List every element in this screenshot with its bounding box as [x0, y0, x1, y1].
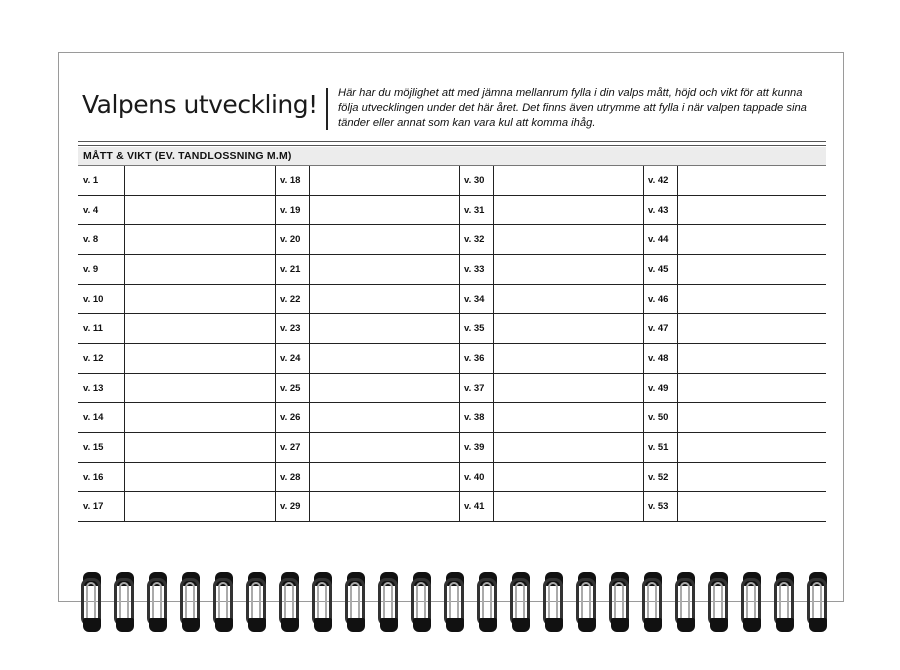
entry-field[interactable] [493, 196, 643, 225]
week-label: v. 51 [648, 442, 669, 453]
spiral-coil-icon [113, 572, 137, 632]
spiral-coil-icon [476, 572, 500, 632]
week-label: v. 41 [464, 501, 485, 513]
week-label: v. 49 [648, 382, 669, 394]
entry-field[interactable] [125, 374, 275, 403]
entry-field[interactable] [493, 433, 643, 462]
week-label: v. 29 [280, 501, 301, 513]
title-divider [326, 88, 328, 130]
table-row [78, 285, 826, 315]
spiral-coil-icon [608, 572, 632, 632]
week-label: v. 22 [280, 293, 301, 305]
entry-field[interactable] [677, 314, 826, 343]
column-divider [309, 166, 310, 522]
week-label: v. 33 [464, 264, 485, 275]
entry-field[interactable] [677, 433, 826, 462]
entry-field[interactable] [125, 166, 275, 195]
spiral-coil-icon [344, 572, 368, 632]
table-row [78, 314, 826, 344]
spiral-coil-icon [311, 572, 335, 632]
table-row [78, 255, 826, 285]
spiral-coil-icon [179, 572, 203, 632]
week-label: v. 14 [83, 412, 104, 424]
spiral-coil-icon [542, 572, 566, 632]
column-divider [493, 166, 494, 522]
entry-field[interactable] [309, 403, 459, 432]
week-label: v. 30 [464, 175, 485, 186]
week-label: v. 16 [83, 471, 104, 483]
entry-field[interactable] [125, 403, 275, 432]
week-label: v. 36 [464, 353, 485, 364]
entry-field[interactable] [493, 255, 643, 284]
entry-field[interactable] [309, 433, 459, 462]
table-row [78, 403, 826, 433]
entry-field[interactable] [309, 285, 459, 314]
entry-field[interactable] [309, 463, 459, 492]
entry-field[interactable] [677, 344, 826, 373]
entry-field[interactable] [493, 463, 643, 492]
spiral-coil-icon [707, 572, 731, 632]
spiral-coil-icon [641, 572, 665, 632]
entry-field[interactable] [677, 374, 826, 403]
table-row [78, 374, 826, 404]
entry-field[interactable] [309, 255, 459, 284]
week-label: v. 48 [648, 353, 669, 364]
spiral-binding [58, 572, 844, 632]
week-label: v. 18 [280, 175, 301, 186]
week-label: v. 50 [648, 412, 669, 424]
header-rule [78, 141, 826, 142]
section-title: MÅTT & VIKT (EV. TANDLOSSNING M.M) [83, 150, 292, 162]
column-divider [643, 166, 644, 522]
spiral-coil-icon [377, 572, 401, 632]
entry-field[interactable] [125, 344, 275, 373]
column-divider [459, 166, 460, 522]
entry-field[interactable] [125, 433, 275, 462]
week-label: v. 11 [83, 323, 103, 335]
week-label: v. 1 [83, 175, 99, 186]
week-label: v. 17 [83, 501, 104, 513]
header-rule-second [78, 145, 826, 146]
week-label: v. 27 [280, 442, 301, 453]
spiral-coil-icon [740, 572, 764, 632]
week-label: v. 19 [280, 204, 301, 216]
week-label: v. 20 [280, 234, 301, 246]
entry-field[interactable] [677, 285, 826, 314]
table-row [78, 166, 826, 196]
spiral-coil-icon [509, 572, 533, 632]
entry-field[interactable] [125, 196, 275, 225]
entry-field[interactable] [125, 314, 275, 343]
week-label: v. 42 [648, 175, 669, 186]
week-label: v. 35 [464, 323, 485, 335]
spiral-coil-icon [806, 572, 830, 632]
week-label: v. 52 [648, 471, 669, 483]
spiral-coil-icon [443, 572, 467, 632]
entry-field[interactable] [493, 225, 643, 254]
table-row [78, 225, 826, 255]
entry-field[interactable] [309, 225, 459, 254]
week-log-table [78, 166, 826, 522]
spiral-coil-icon [146, 572, 170, 632]
entry-field[interactable] [493, 314, 643, 343]
week-label: v. 37 [464, 382, 485, 394]
spiral-coil-icon [410, 572, 434, 632]
week-label: v. 15 [83, 442, 104, 453]
entry-field[interactable] [677, 463, 826, 492]
spiral-coil-icon [212, 572, 236, 632]
week-label: v. 26 [280, 412, 301, 424]
table-row [78, 344, 826, 374]
entry-field[interactable] [493, 492, 643, 521]
entry-field[interactable] [493, 403, 643, 432]
entry-field[interactable] [125, 285, 275, 314]
spiral-coil-icon [80, 572, 104, 632]
spiral-coil-icon [278, 572, 302, 632]
week-label: v. 23 [280, 323, 301, 335]
week-label: v. 12 [83, 353, 104, 364]
column-divider [124, 166, 125, 522]
entry-field[interactable] [493, 166, 643, 195]
week-label: v. 8 [83, 234, 99, 246]
week-label: v. 13 [83, 382, 104, 394]
entry-field[interactable] [677, 403, 826, 432]
week-label: v. 43 [648, 204, 669, 216]
entry-field[interactable] [125, 463, 275, 492]
week-label: v. 21 [280, 264, 301, 275]
week-label: v. 31 [464, 204, 485, 216]
week-label: v. 4 [83, 204, 99, 216]
week-label: v. 44 [648, 234, 669, 246]
entry-field[interactable] [309, 314, 459, 343]
entry-field[interactable] [309, 166, 459, 195]
table-row [78, 463, 826, 493]
entry-field[interactable] [677, 492, 826, 521]
section-header [78, 147, 826, 166]
week-label: v. 9 [83, 264, 99, 275]
entry-field[interactable] [309, 492, 459, 521]
entry-field[interactable] [309, 196, 459, 225]
entry-field[interactable] [125, 492, 275, 521]
entry-field[interactable] [677, 166, 826, 195]
entry-field[interactable] [493, 374, 643, 403]
week-label: v. 38 [464, 412, 485, 424]
table-row [78, 492, 826, 522]
intro-text: Här har du möjlighet att med jämna mellanrum fylla i din valps mått, höjd och vikt för att kunna följa utvecklingen under det här året. Det finns även utrymme att fylla i när valpen tappade sina tänder eller annat som kan vara kul att komma ihåg. [338, 87, 807, 129]
entry-field[interactable] [125, 225, 275, 254]
entry-field[interactable] [677, 225, 826, 254]
spiral-coil-icon [773, 572, 797, 632]
week-label: v. 39 [464, 442, 485, 453]
column-divider [275, 166, 276, 522]
spiral-coil-icon [674, 572, 698, 632]
week-label: v. 34 [464, 293, 485, 305]
table-row [78, 196, 826, 226]
week-label: v. 25 [280, 382, 301, 394]
week-label: v. 32 [464, 234, 485, 246]
week-label: v. 40 [464, 471, 485, 483]
week-label: v. 10 [83, 293, 104, 305]
week-label: v. 28 [280, 471, 301, 483]
week-label: v. 53 [648, 501, 669, 513]
entry-field[interactable] [493, 285, 643, 314]
entry-field[interactable] [677, 196, 826, 225]
entry-field[interactable] [493, 344, 643, 373]
spiral-coil-icon [245, 572, 269, 632]
table-row [78, 433, 826, 463]
entry-field[interactable] [125, 255, 275, 284]
spiral-coil-icon [575, 572, 599, 632]
week-label: v. 24 [280, 353, 301, 364]
week-label: v. 47 [648, 323, 669, 335]
entry-field[interactable] [309, 374, 459, 403]
entry-field[interactable] [677, 255, 826, 284]
week-label: v. 45 [648, 264, 669, 275]
column-divider [677, 166, 678, 522]
week-label: v. 46 [648, 293, 669, 305]
page-title: Valpens utveckling! [82, 90, 318, 119]
entry-field[interactable] [309, 344, 459, 373]
